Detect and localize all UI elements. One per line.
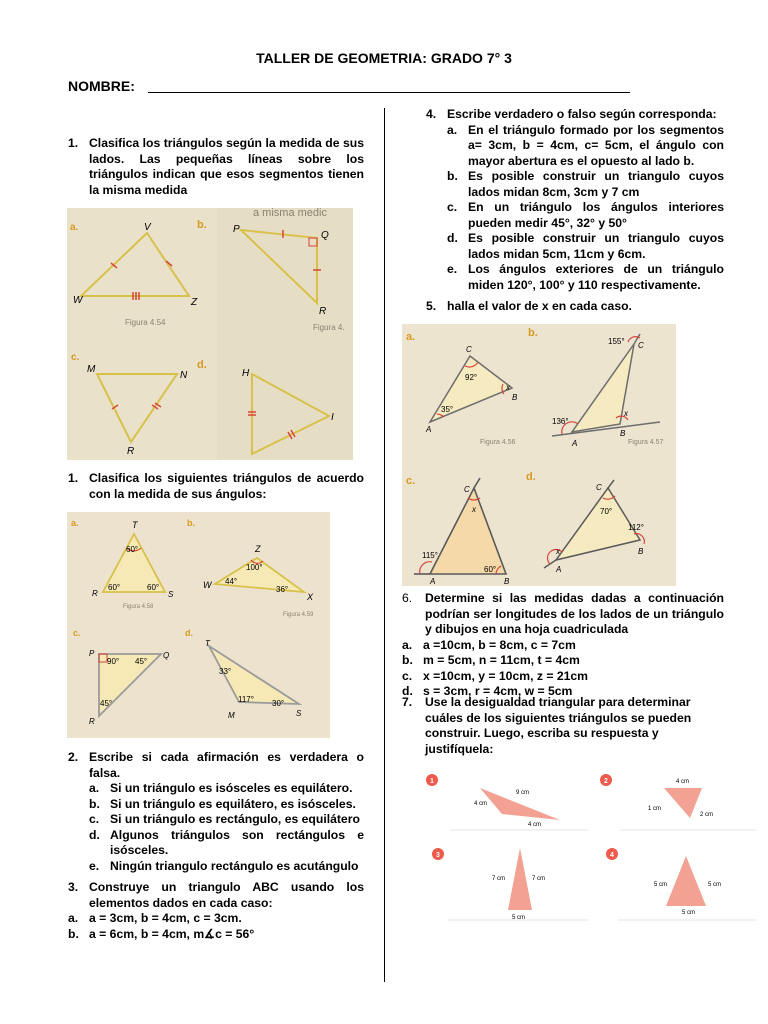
vertex-label: P <box>89 649 95 658</box>
question-text: Use la desigualdad triangular para determinar cuáles de los siguientes triángulos se pueden construir. Luego, escriba su respuesta y justifíquela: <box>425 695 692 756</box>
vertex-label: N <box>180 370 188 381</box>
vertex-label: W <box>203 580 212 590</box>
vertex-label: Z <box>255 544 261 554</box>
vertex-label: R <box>127 446 135 457</box>
side-label: 4 cm <box>474 801 488 807</box>
angle-label: 45° <box>100 699 113 708</box>
side-label: 4 cm <box>676 779 690 785</box>
badge-number: 3 <box>436 852 440 859</box>
vertex-label: R <box>89 717 95 726</box>
question-text: Escribe si cada afirmación es verdadera o falsa. <box>89 750 364 780</box>
question-1b <box>68 471 364 502</box>
vertex-label: R <box>92 589 98 598</box>
side-label: 5 cm <box>512 915 526 921</box>
figure-caption: Figura 4.58 <box>123 604 154 610</box>
vertex-label: M <box>228 711 235 720</box>
panel-b-letter: b. <box>187 518 195 528</box>
panel-a-letter: a. <box>406 331 416 343</box>
page-title: TALLER DE GEOMETRIA: GRADO 7° 3 <box>256 50 512 66</box>
side-label: 5 cm <box>654 882 668 888</box>
triangle-2 <box>664 788 702 818</box>
answer-list <box>426 123 724 294</box>
vertex-label: X <box>307 592 314 602</box>
figure-caption: Figura 4.56 <box>480 439 516 446</box>
vertex-label: C <box>464 485 470 494</box>
list-item: c. En un triángulo los ángulos interiores pueden medir 45°, 32° y 50° <box>447 200 724 230</box>
side-label: 4 cm <box>528 822 542 828</box>
side-label: 7 cm <box>532 876 546 882</box>
triangle-3 <box>508 848 532 910</box>
angle-label: 60° <box>484 565 497 574</box>
header-fragment-text: a misma medic <box>253 208 327 219</box>
unknown-label: x <box>506 383 510 392</box>
vertex-label: V <box>144 222 151 233</box>
list-item: a. a =10cm, b = 8cm, c = 7cm <box>402 637 576 652</box>
side-label: 9 cm <box>516 790 530 796</box>
vertex-label: S <box>296 709 302 718</box>
list-item: a. Si un triángulo es isósceles es equilátero. <box>89 781 353 795</box>
nombre-label: NOMBRE: <box>68 78 135 94</box>
vertex-label: W <box>73 295 83 306</box>
list-item: c. Si un triángulo es rectángulo, es equilátero <box>89 812 360 826</box>
side-label: 2 cm <box>700 812 714 818</box>
panel-b-letter: b. <box>197 219 207 231</box>
panel-a-letter: a. <box>70 222 79 233</box>
unknown-label: x <box>472 505 476 514</box>
panel-a-letter: a. <box>71 518 79 528</box>
angle-label: 117° <box>238 695 254 704</box>
list-item: b. Si un triángulo es equilátero, es isósceles. <box>89 796 356 811</box>
question-number: 3. <box>68 880 79 894</box>
figure-sides-triangles <box>67 208 353 460</box>
angle-label: 60° <box>108 583 121 592</box>
vertex-label: T <box>132 520 138 530</box>
question-number: 7. <box>402 695 413 709</box>
question-number: 2. <box>68 750 79 764</box>
panel-d-letter: d. <box>197 359 207 371</box>
vertex-label: C <box>466 345 472 354</box>
answer-list <box>68 911 364 942</box>
unknown-label: x <box>556 547 560 556</box>
question-number: 1. <box>68 136 79 150</box>
list-item: d. s = 3cm, r = 4cm, w = 5cm <box>402 684 573 698</box>
question-text: Clasifica los siguientes triángulos de acuerdo con la medida de sus ángulos: <box>89 471 364 501</box>
badge-number: 4 <box>610 852 614 859</box>
question-number: 1. <box>68 471 79 485</box>
question-text: Construye un triangulo ABC usando los elementos dados en cada caso: <box>89 880 364 910</box>
vertex-label: R <box>319 306 327 317</box>
vertex-label: C <box>638 341 644 350</box>
list-item: d. Es posible construir un triangulo cuyos lados midan 5cm, 11cm y 6cm. <box>447 231 724 261</box>
panel-c-letter: c. <box>406 475 416 487</box>
vertex-label: B <box>638 547 644 556</box>
angle-label: 115° <box>422 551 438 560</box>
angle-label: 136° <box>552 417 569 426</box>
question-7 <box>402 695 702 757</box>
figure-angles-triangles <box>67 512 330 738</box>
vertex-label: Z <box>191 297 198 308</box>
angle-label: 60° <box>126 545 139 554</box>
question-4 <box>426 107 724 293</box>
list-item: a. a = 3cm, b = 4cm, c = 3cm. <box>68 911 242 925</box>
angle-label: 112° <box>628 523 644 532</box>
badge-number: 1 <box>430 778 434 785</box>
question-5 <box>426 299 724 315</box>
unknown-label: x <box>624 409 628 418</box>
list-item: e. Ningún triangulo rectángulo es acutángulo <box>89 858 359 873</box>
vertex-label: I <box>331 412 334 423</box>
side-label: 5 cm <box>682 910 696 916</box>
question-6 <box>402 591 724 700</box>
question-1 <box>68 136 364 198</box>
side-label: 5 cm <box>708 882 722 888</box>
vertex-label: P <box>233 224 240 235</box>
vertex-label: S <box>168 590 174 599</box>
panel-b-letter: b. <box>528 327 538 339</box>
vertex-label: Q <box>321 230 329 241</box>
vertex-label: M <box>87 364 96 375</box>
list-item: d. Algunos triángulos son rectángulos e isósceles. <box>89 827 364 857</box>
question-number: 6. <box>402 591 413 605</box>
question-text: Clasifica los triángulos según la medida de sus lados. Las pequeñas líneas sobre los triángulos indican que esos segmentos tienen la misma medida <box>89 136 364 197</box>
side-label: 7 cm <box>492 876 506 882</box>
question-text: halla el valor de x en cada caso. <box>447 299 632 313</box>
angle-label: 90° <box>107 657 120 666</box>
nombre-blank-line <box>148 92 630 93</box>
figure-caption: Figura 4. <box>313 323 345 332</box>
angle-label: 92° <box>465 373 478 382</box>
column-divider <box>384 108 385 982</box>
figure-caption: Figura 4.54 <box>125 318 166 327</box>
question-number: 4. <box>426 107 437 121</box>
list-item: c. x =10cm, y = 10cm, z = 21cm <box>402 668 588 683</box>
angle-label: 30° <box>272 699 285 708</box>
side-label: 1 cm <box>648 806 662 812</box>
panel-d-letter: d. <box>526 471 536 483</box>
angle-label: 35° <box>441 405 454 414</box>
angle-label: 60° <box>147 583 160 592</box>
question-2 <box>68 750 364 874</box>
angle-label: 100° <box>246 563 263 572</box>
badge-number: 2 <box>604 778 608 785</box>
list-item: b. a = 6cm, b = 4cm, m∡c = 56° <box>68 926 255 941</box>
vertex-label: T <box>205 639 210 648</box>
angle-label: 33° <box>219 667 232 676</box>
figure-caption: Figura 4.57 <box>628 439 664 446</box>
answer-list <box>402 638 724 700</box>
question-text: Escribe verdadero o falso según corresponda: <box>447 107 717 121</box>
vertex-label: A <box>556 565 562 574</box>
figure-triangle-inequality <box>420 768 760 928</box>
answer-list <box>68 781 364 874</box>
figure-find-x <box>402 324 676 586</box>
question-3 <box>68 880 364 942</box>
panel-c-letter: c. <box>73 628 81 638</box>
panel-d-letter: d. <box>185 628 193 638</box>
vertex-label: A <box>426 425 432 434</box>
vertex-label: B <box>620 429 626 438</box>
list-item: b. m = 5cm, n = 11cm, t = 4cm <box>402 653 580 667</box>
list-item: b. Es posible construir un triangulo cuyos lados midan 8cm, 3cm y 7 cm <box>447 169 724 199</box>
vertex-label: A <box>572 439 578 448</box>
angle-label: 70° <box>600 507 613 516</box>
vertex-label: H <box>242 368 250 379</box>
vertex-label: Q <box>163 651 170 660</box>
panel-c-letter: c. <box>71 352 80 363</box>
question-text: Determine si las medidas dadas a continuación podrían ser longitudes de los lados de un triángulo y dibujos en una hoja cuadriculada <box>425 591 724 636</box>
triangle-4 <box>666 856 706 906</box>
list-item: a. En el triángulo formado por los segmentos a= 3cm, b = 4cm, c= 5cm, el ángulo con mayor abertura es el opuesto al lado b. <box>447 122 724 168</box>
vertex-label: C <box>596 483 602 492</box>
angle-label: 44° <box>225 577 238 586</box>
list-item: e. Los ángulos exteriores de un triángulo miden 120°, 100° y 110 respectivamente. <box>447 262 724 292</box>
angle-label: 45° <box>135 657 148 666</box>
question-number: 5. <box>426 299 437 313</box>
vertex-label: A <box>430 577 436 586</box>
figure-caption: Figura 4.59 <box>283 612 314 618</box>
vertex-label: B <box>504 577 510 586</box>
vertex-label: B <box>512 393 518 402</box>
angle-label: 155° <box>608 337 625 346</box>
angle-label: 36° <box>276 585 289 594</box>
